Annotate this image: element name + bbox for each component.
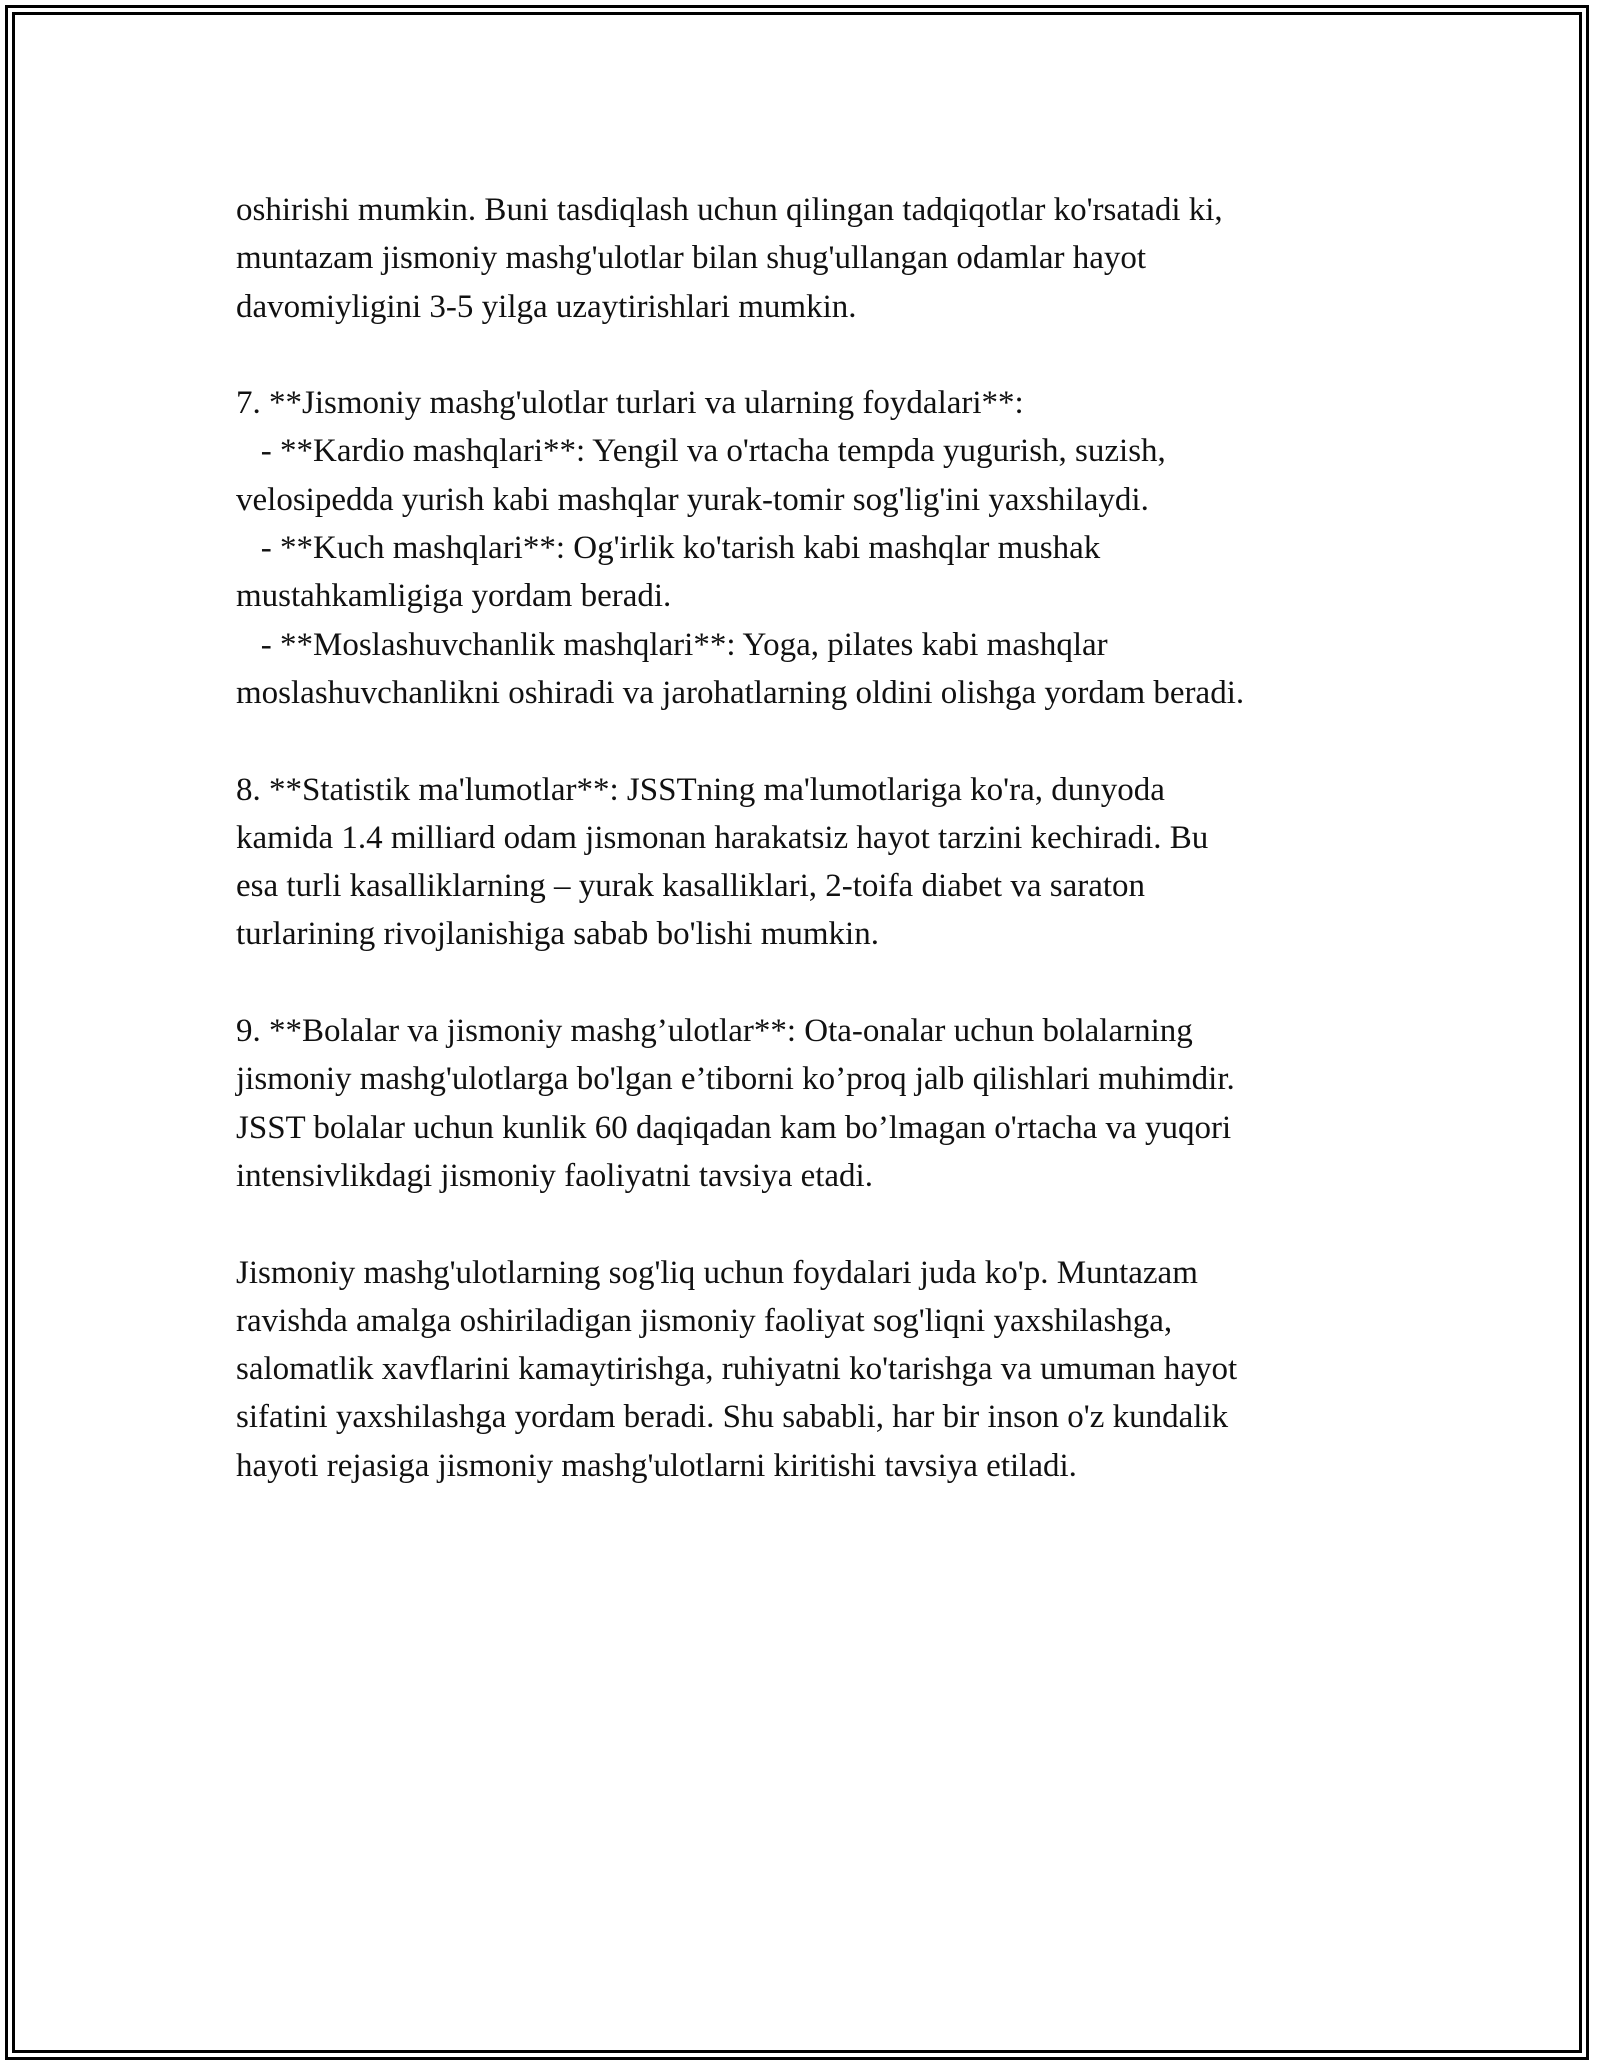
text-line: Jismoniy mashg'ulotlarning sog'liq uchun foydalari juda ko'p. Muntazam <box>236 1254 1198 1291</box>
text-line: davomiyligini 3-5 yilga uzaytirishlari mumkin. <box>236 288 857 325</box>
paragraph-gap <box>236 1200 1386 1248</box>
text-line: intensivlikdagi jismoniy faoliyatni tavsiya etadi. <box>236 1157 873 1194</box>
text-line: JSST bolalar uchun kunlik 60 daqiqadan kam bo’lmagan o'rtacha va yuqori <box>236 1109 1232 1146</box>
paragraph-gap <box>236 717 1386 765</box>
document-body <box>236 186 1386 1490</box>
text-line: esa turli kasalliklarning – yurak kasalliklari, 2-toifa diabet va saraton <box>236 868 1146 905</box>
list-item-flexibility: - **Moslashuvchanlik mashqlari**: Yoga, pilates kabi mashqlar <box>236 626 1108 663</box>
text-line: 9. **Bolalar va jismoniy mashg’ulotlar**: Ota-onalar uchun bolalarning <box>236 1013 1193 1050</box>
list-item-strength: - **Kuch mashqlari**: Og'irlik ko'tarish kabi mashqlar mushak <box>236 530 1101 567</box>
text-line: salomatlik xavflarini kamaytirishga, ruhiyatni ko'tarishga va umuman hayot <box>236 1351 1238 1388</box>
text-line: moslashuvchanlikni oshiradi va jarohatlarning oldini olishga yordam beradi. <box>236 674 1245 711</box>
text-line: sifatini yaxshilashga yordam beradi. Shu sababli, har bir inson o'z kundalik <box>236 1399 1229 1436</box>
paragraph-longevity <box>236 186 1386 331</box>
list-heading: 7. **Jismoniy mashg'ulotlar turlari va ularning foydalari**: <box>236 385 1024 422</box>
list-item-cardio: - **Kardio mashqlari**: Yengil va o'rtacha tempda yugurish, suzish, <box>236 433 1166 470</box>
text-line: ravishda amalga oshiriladigan jismoniy faoliyat sog'liqni yaxshilashga, <box>236 1302 1173 1339</box>
paragraph-gap <box>236 331 1386 379</box>
text-line: oshirishi mumkin. Buni tasdiqlash uchun qilingan tadqiqotlar ko'rsatadi ki, <box>236 192 1223 228</box>
text-line: kamida 1.4 milliard odam jismonan harakatsiz hayot tarzini kechiradi. Bu <box>236 819 1209 856</box>
text-line: turlarining rivojlanishiga sabab bo'lishi mumkin. <box>236 916 879 953</box>
text-line: mustahkamligiga yordam beradi. <box>236 578 672 615</box>
paragraph-gap <box>236 959 1386 1007</box>
paragraph-conclusion <box>236 1249 1386 1490</box>
paragraph-item-9 <box>236 1007 1386 1200</box>
paragraph-item-8 <box>236 766 1386 959</box>
text-line: 8. **Statistik ma'lumotlar**: JSSTning ma'lumotlariga ko'ra, dunyoda <box>236 771 1165 808</box>
text-line: jismoniy mashg'ulotlarga bo'lgan e’tiborni ko’proq jalb qilishlari muhimdir. <box>236 1061 1235 1098</box>
text-line: muntazam jismoniy mashg'ulotlar bilan shug'ullangan odamlar hayot <box>236 240 1147 277</box>
paragraph-item-7 <box>236 379 1386 717</box>
text-line: hayoti rejasiga jismoniy mashg'ulotlarni kiritishi tavsiya etiladi. <box>236 1447 1077 1484</box>
text-line: velosipedda yurish kabi mashqlar yurak-tomir sog'lig'ini yaxshilaydi. <box>236 481 1149 518</box>
